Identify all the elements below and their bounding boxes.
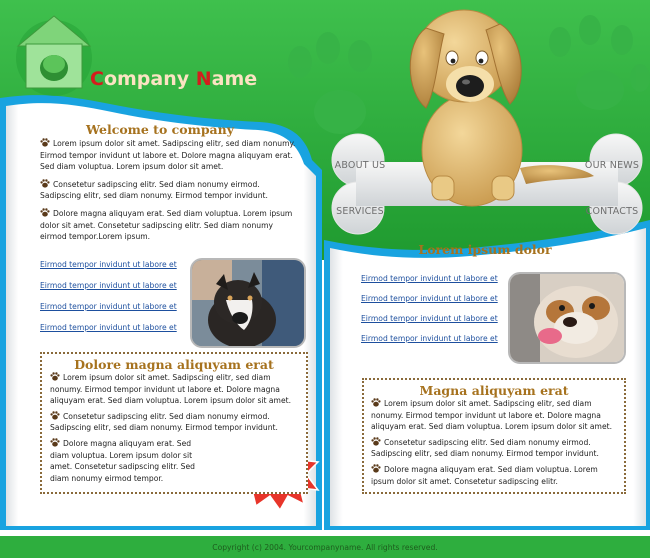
paw-icon	[371, 437, 381, 446]
welcome-paragraph-2	[40, 179, 302, 202]
welcome-paragraph-3	[40, 208, 302, 243]
nav-our-news[interactable]: OUR NEWS	[584, 160, 640, 171]
brand-letter-c: C	[90, 68, 104, 90]
welcome-paragraph-3-text: Dolore magna aliquyam erat. Sed diam voluptua. Lorem ipsum dolor sit amet. Consetetur sadipscing elitr. Sed diam nonumy eirmod tempor.Lorem ipsum.	[40, 208, 293, 242]
left-link-4[interactable]: Eirmod tempor invidunt ut labore et	[40, 323, 177, 332]
dog-photo-pitbull	[190, 258, 306, 348]
dog-photo-bulldog	[508, 272, 626, 364]
welcome-paragraph-1-text: Lorem ipsum dolor sit amet. Sadipscing elitr, sed diam nonumy. Eirmod tempor invidunt ut labore et. Dolore magna aliquyam erat. Sed diam voluptua. Lorem ipsum dolor sit amet.	[40, 139, 296, 172]
paw-icon	[50, 438, 60, 447]
welcome-title: Welcome to company	[85, 122, 235, 137]
right-box-paragraph-3-text: Dolore magna aliquyam erat. Sed diam voluptua. Lorem ipsum dolor sit amet. Consetetur sadipscing elitr.	[371, 464, 598, 486]
right-link-1[interactable]: Eirmod tempor invidunt ut labore et	[361, 274, 498, 283]
paw-icon	[40, 208, 50, 217]
nav-services[interactable]: SERVICES	[336, 206, 384, 217]
paw-icon	[50, 411, 60, 420]
brand-letter-n: N	[195, 68, 212, 90]
left-box-paragraph-3	[50, 438, 200, 484]
left-box-title: Dolore magna aliquyam erat	[74, 357, 274, 372]
new-badge-label: NEW!	[250, 464, 299, 482]
left-link-3[interactable]: Eirmod tempor invidunt ut labore et	[40, 302, 177, 311]
welcome-paragraph-1	[40, 138, 302, 173]
left-link-2[interactable]: Eirmod tempor invidunt ut labore et	[40, 281, 177, 290]
paw-icon	[371, 464, 381, 473]
brand-name-part-2: ame	[211, 68, 258, 90]
right-box-paragraph-1	[371, 398, 619, 433]
left-box-paragraph-3-text: Dolore magna aliquyam erat. Sed diam voluptua. Lorem ipsum dolor sit amet. Consetetur sadipscing elitr. Sed diam nonumy eirmod tempor.	[50, 438, 195, 483]
brand-name[interactable]	[90, 68, 257, 90]
left-box-paragraph-1	[50, 372, 302, 407]
left-link-list	[40, 260, 186, 332]
right-title: Lorem ipsum dolor	[418, 242, 552, 257]
right-box-title: Magna aliquyam erat	[419, 383, 569, 398]
welcome-paragraph-2-text: Consetetur sadipscing elitr. Sed diam nonumy eirmod. Sadipscing elitr, sed diam nonumy. Eirmod tempor invidunt.	[40, 179, 268, 201]
footer-copyright: Copyright (c) 2004. Yourcompanyname. All rights reserved.	[212, 543, 438, 552]
right-box-paragraph-2-text: Consetetur sadipscing elitr. Sed diam nonumy eirmod. Sadipscing elitr, sed diam nonumy. Eirmod tempor invidunt.	[371, 437, 599, 459]
left-box-paragraph-2	[50, 411, 302, 434]
right-link-list	[361, 274, 505, 343]
paw-icon	[40, 138, 50, 147]
right-link-3[interactable]: Eirmod tempor invidunt ut labore et	[361, 314, 498, 323]
welcome-text	[40, 138, 302, 243]
paw-icon	[371, 398, 381, 407]
right-box-paragraph-2	[371, 437, 619, 460]
right-box-text	[371, 398, 619, 487]
right-link-2[interactable]: Eirmod tempor invidunt ut labore et	[361, 294, 498, 303]
nav-about-us[interactable]: ABOUT US	[334, 160, 386, 171]
right-link-4[interactable]: Eirmod tempor invidunt ut labore et	[361, 334, 498, 343]
brand-name-part-1: ompany	[103, 68, 196, 90]
left-box-paragraph-1-text: Lorem ipsum dolor sit amet. Sadipscing elitr, sed diam nonumy. Eirmod tempor invidunt ut labore et. Dolore magna aliquyam erat. Sed diam voluptua. Lorem ipsum dolor sit amet.	[50, 373, 292, 406]
paw-icon	[40, 179, 50, 188]
right-box-paragraph-1-text: Lorem ipsum dolor sit amet. Sadipscing elitr, sed diam nonumy. Eirmod tempor invidunt ut labore et. Dolore magna aliquyam erat. Sed diam voluptua. Lorem ipsum dolor sit amet.	[371, 399, 613, 432]
right-box-paragraph-3	[371, 464, 619, 487]
left-box-paragraph-2-text: Consetetur sadipscing elitr. Sed diam nonumy eirmod. Sadipscing elitr, sed diam nonumy. Eirmod tempor invidunt.	[50, 411, 278, 433]
paw-icon	[50, 372, 60, 381]
left-link-1[interactable]: Eirmod tempor invidunt ut labore et	[40, 260, 177, 269]
nav-contacts[interactable]: CONTACTS	[585, 206, 639, 217]
footer	[0, 536, 650, 558]
